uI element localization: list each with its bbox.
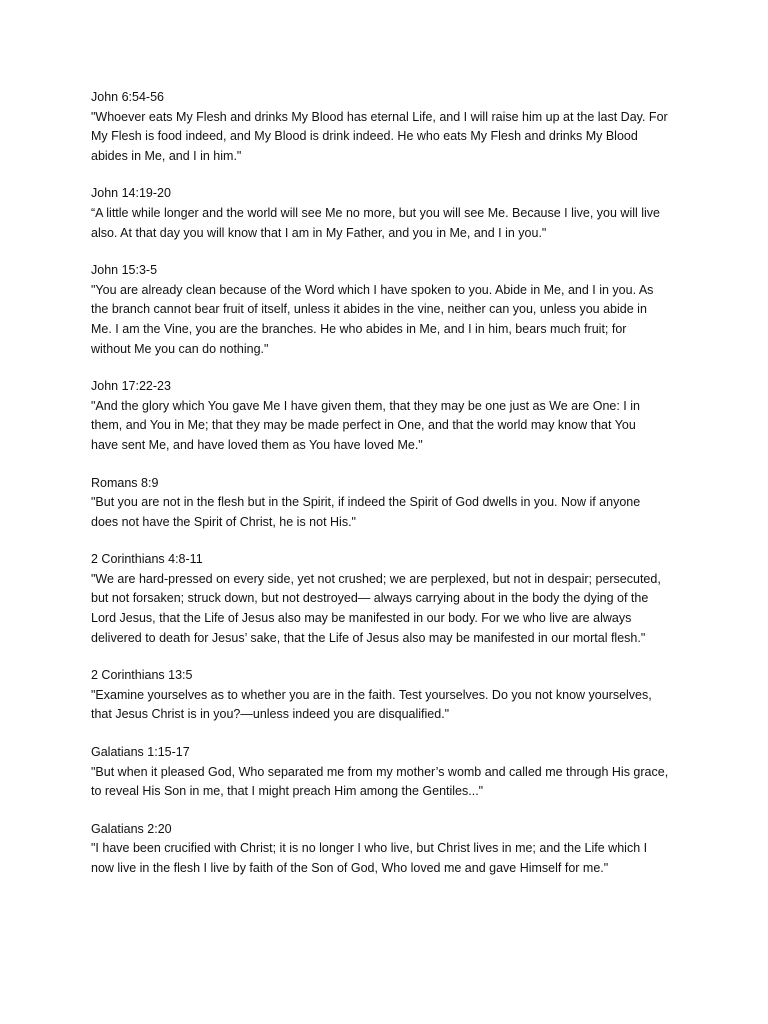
verse-line: have sent Me, and have loved them as You have loved Me." (91, 437, 423, 452)
verse-line: Me. I am the Vine, you are the branches. He who abides in Me, and I in him, bears much fruit; for (91, 321, 627, 336)
verse-reference: 2 Corinthians 13:5 (91, 668, 193, 683)
verse-line: "But you are not in the flesh but in the Spirit, if indeed the Spirit of God dwells in you. Now if anyone (91, 495, 641, 510)
verse-block (91, 377, 691, 455)
verse-line: delivered to death for Jesus’ sake, that the Life of Jesus also may be manifested in our mortal flesh." (91, 630, 646, 645)
verse-line: does not have the Spirit of Christ, he is not His." (91, 514, 356, 529)
verse-line: but not forsaken; struck down, but not destroyed— always carrying about in the body the dying of the (91, 591, 649, 606)
verse-text (91, 281, 691, 359)
verse-block (91, 88, 691, 166)
verse-line: Lord Jesus, that the Life of Jesus also may be manifested in our body. For we who live are always (91, 611, 632, 626)
verse-line: the branch cannot bear fruit of itself, unless it abides in the vine, neither can you, unless you abide in (91, 302, 647, 317)
verse-line: that Jesus Christ is in you?—unless indeed you are disqualified." (91, 707, 450, 722)
verse-reference: Galatians 1:15-17 (91, 745, 190, 760)
verse-reference: 2 Corinthians 4:8-11 (91, 552, 203, 567)
verse-line: "Whoever eats My Flesh and drinks My Blood has eternal Life, and I will raise him up at the last Day. For (91, 109, 668, 124)
verse-text (91, 204, 691, 243)
verse-line: "And the glory which You gave Me I have given them, that they may be one just as We are One: I in (91, 398, 640, 413)
verse-line: "You are already clean because of the Word which I have spoken to you. Abide in Me, and I in you. As (91, 282, 654, 297)
verse-reference: Romans 8:9 (91, 475, 159, 490)
verse-text (91, 493, 691, 532)
verse-line: "Examine yourselves as to whether you are in the faith. Test yourselves. Do you not know yourselves, (91, 687, 652, 702)
verse-block (91, 666, 691, 725)
verse-text (91, 763, 691, 802)
verse-reference: Galatians 2:20 (91, 821, 172, 836)
verse-block (91, 550, 691, 648)
verse-block (91, 743, 691, 802)
verse-block (91, 261, 691, 359)
verse-line: also. At that day you will know that I am in My Father, and you in Me, and I in you." (91, 225, 547, 240)
verse-list (91, 88, 691, 897)
verse-line: “A little while longer and the world will see Me no more, but you will see Me. Because I live, you will live (91, 205, 661, 220)
verse-reference: John 15:3-5 (91, 263, 158, 278)
verse-line: "We are hard-pressed on every side, yet not crushed; we are perplexed, but not in despair; persecuted, (91, 571, 661, 586)
verse-line: now live in the flesh I live by faith of the Son of God, Who loved me and gave Himself for me." (91, 861, 609, 875)
verse-text (91, 108, 691, 167)
verse-text (91, 570, 691, 648)
verse-text (91, 839, 691, 878)
verse-block (91, 474, 691, 533)
verse-reference: John 17:22-23 (91, 379, 171, 394)
verse-reference: John 6:54-56 (91, 90, 164, 104)
verse-reference: John 14:19-20 (91, 186, 171, 201)
verse-line: "But when it pleased God, Who separated me from my mother’s womb and called me through His grace, (91, 764, 669, 779)
verse-line: to reveal His Son in me, that I might preach Him among the Gentiles..." (91, 784, 484, 799)
verse-block (91, 820, 691, 879)
verse-line: "I have been crucified with Christ; it is no longer I who live, but Christ lives in me; and the Life which I (91, 841, 648, 856)
verse-line: them, and You in Me; that they may be made perfect in One, and that the world may know that You (91, 418, 636, 433)
verse-text (91, 686, 691, 725)
verse-line: abides in Me, and I in him." (91, 148, 242, 163)
verse-text (91, 397, 691, 456)
verse-line: without Me you can do nothing." (91, 341, 269, 356)
verse-line: My Flesh is food indeed, and My Blood is drink indeed. He who eats My Flesh and drinks My Blood (91, 129, 638, 144)
verse-block (91, 184, 691, 243)
